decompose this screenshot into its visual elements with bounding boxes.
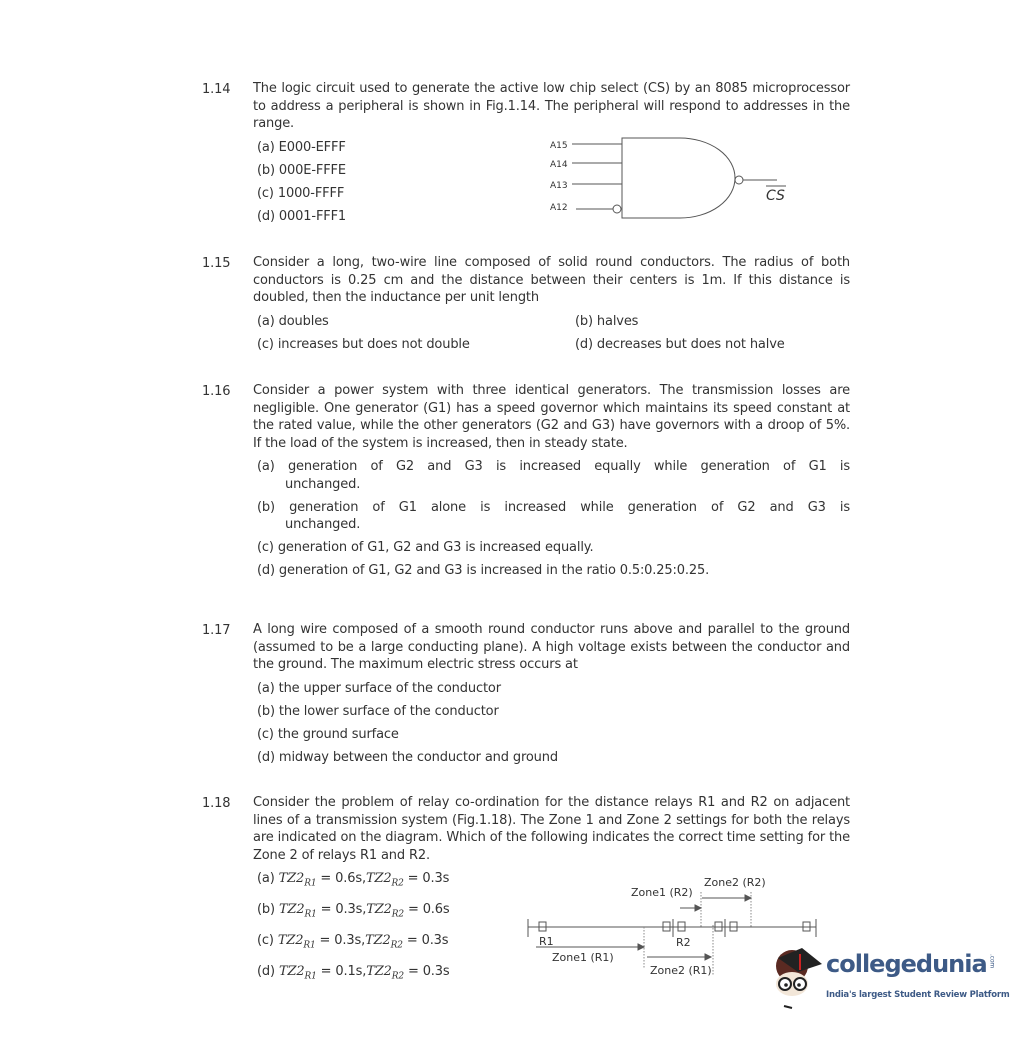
nand-gate-figure	[540, 135, 800, 225]
logo-wordmark	[826, 950, 996, 978]
mascot-icon	[768, 944, 826, 1014]
logo-name: collegedunia	[826, 950, 987, 978]
question-text: A long wire composed of a smooth round conductor runs above and parallel to the ground (assumed to be a large conducting plane). A high voltage exists between the conductor and the ground. The maximum electric stress occurs at	[253, 622, 850, 672]
logo-tagline: India's largest Student Review Platform	[826, 990, 1010, 1000]
logo-suffix: .com	[988, 954, 996, 969]
option: (c) $TZ2_{R1} = 0.3s,TZ2_{R2} = 0.3s$	[257, 933, 449, 951]
question-number: 1.14	[202, 82, 231, 97]
question-text: The logic circuit used to generate the active low chip select (CS) by an 8085 microprocessor to address a peripheral is shown in Fig.1.14. The peripheral will respond to addresses in the range.	[253, 81, 850, 131]
option: (c) increases but does not double	[257, 336, 470, 352]
question-number: 1.17	[202, 623, 231, 638]
option: (b) the lower surface of the conductor	[257, 703, 499, 719]
option: (b) $TZ2_{R1} = 0.3s,TZ2_{R2} = 0.6s$	[257, 902, 450, 920]
question-1-15	[202, 254, 850, 353]
input-label: A13	[550, 181, 568, 191]
option: (a) E000-EFFF	[257, 139, 346, 155]
input-label: A12	[550, 203, 568, 213]
question-1-17	[202, 621, 850, 772]
question-text: Consider the problem of relay co-ordination for the distance relays R1 and R2 on adjacent lines of a transmission system (Fig.1.18). The Zone 1 and Zone 2 settings for both the relays are indicated on the diagram. Which of the following indicates the correct time setting for the Zone 2 of relays R1 and R2.	[253, 795, 850, 863]
option: (a) $TZ2_{R1} = 0.6s,TZ2_{R2} = 0.3s$	[257, 871, 450, 889]
relay-r2-label: R2	[676, 936, 691, 949]
question-number: 1.15	[202, 256, 231, 271]
zone2-r1-label: Zone2 (R1)	[650, 964, 712, 977]
question-number: 1.16	[202, 384, 231, 399]
question-number: 1.18	[202, 796, 231, 811]
option: (a) the upper surface of the conductor	[257, 680, 501, 696]
question-1-16	[202, 382, 850, 585]
option: (b) halves	[575, 313, 639, 329]
option: (d) decreases but does not halve	[575, 336, 785, 352]
input-label: A14	[550, 160, 568, 170]
zone2-r2-label: Zone2 (R2)	[704, 876, 766, 889]
option: (b) generation of G1 alone is increased while generation of G2 and G3 is unchanged.	[257, 499, 850, 532]
option: (d) 0001-FFF1	[257, 208, 347, 224]
collegedunia-logo	[768, 944, 1008, 1014]
option: (d) midway between the conductor and ground	[257, 749, 558, 765]
input-label: A15	[550, 141, 568, 151]
relay-r1-label: R1	[539, 935, 554, 948]
option: (b) 000E-FFFE	[257, 162, 346, 178]
option: (a) doubles	[257, 313, 329, 329]
zone1-r1-label: Zone1 (R1)	[552, 951, 614, 964]
option: (c) 1000-FFFF	[257, 185, 345, 201]
option: (c) the ground surface	[257, 726, 399, 742]
option: (d) generation of G1, G2 and G3 is increased in the ratio 0.5:0.25:0.25.	[257, 563, 710, 578]
output-label: CS	[766, 188, 785, 204]
question-text: Consider a long, two-wire line composed of solid round conductors. The radius of both conductors is 0.25 cm and the distance between their centers is 1m. If this distance is doubled, then the inductance per unit length	[253, 255, 850, 305]
option: (a) generation of G2 and G3 is increased equally while generation of G1 is unchanged.	[257, 459, 850, 492]
option: (d) $TZ2_{R1} = 0.1s,TZ2_{R2} = 0.3s$	[257, 964, 450, 982]
zone1-r2-label: Zone1 (R2)	[631, 886, 693, 899]
option: (c) generation of G1, G2 and G3 is increased equally.	[257, 540, 594, 555]
question-text: Consider a power system with three identical generators. The transmission losses are negligible. One generator (G1) has a speed governor which maintains its speed constant at the rated value, while the other generators (G2 and G3) have governors with a droop of 5%. If the load of the system is increased, then in steady state.	[253, 383, 850, 451]
